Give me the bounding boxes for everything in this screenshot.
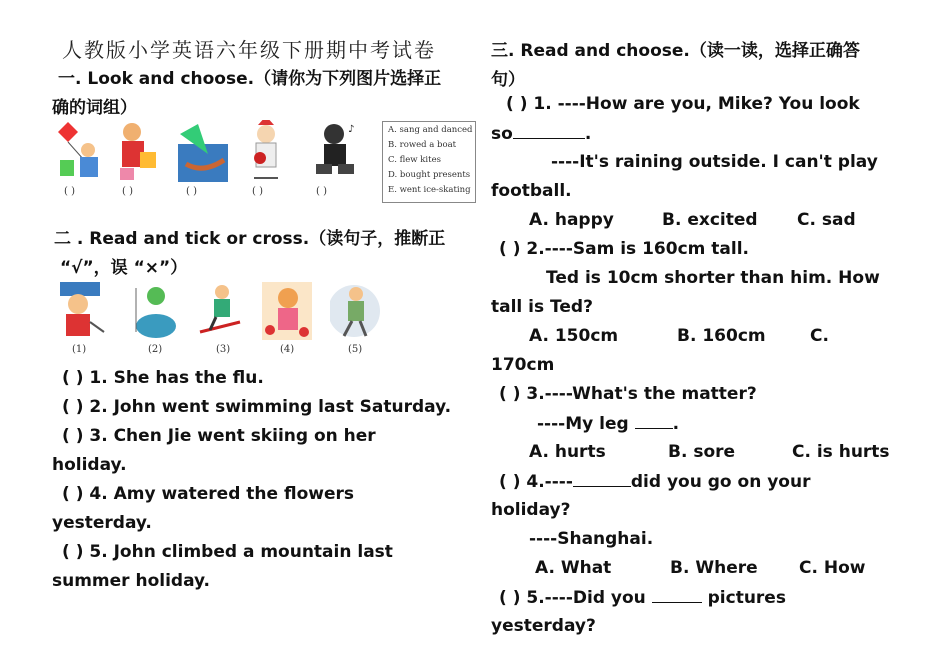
pic-label-2: (2): [148, 344, 163, 355]
singing-dancing-picture: [310, 120, 360, 182]
svg-text:♪: ♪: [348, 124, 355, 135]
q2-option-b: B. 160cm: [677, 326, 766, 346]
option-a: A. sang and danced: [388, 125, 473, 135]
q4-line-3: ----Shanghai.: [529, 529, 654, 549]
pic-label-4: (4): [280, 344, 295, 355]
q5-text-end: pictures: [707, 588, 786, 608]
q3-text: ----My leg: [537, 414, 629, 434]
blank-3: ( ): [186, 186, 197, 197]
ice-skating-picture: [244, 120, 288, 182]
q3-option-c: C. is hurts: [792, 442, 890, 462]
q1-line-1: ( ) 1. ----How are you, Mike? You look: [506, 94, 860, 114]
sec2-item-3: ( ) 3. Chen Jie went skiing on her: [62, 426, 376, 446]
sec2-item-2: ( ) 2. John went swimming last Saturday.: [62, 397, 452, 417]
q2-line-1: ( ) 2.----Sam is 160cm tall.: [499, 239, 750, 259]
q2-line-3: tall is Ted?: [491, 297, 593, 317]
options-box: [382, 121, 476, 203]
q1-line-3: ----It's raining outside. I can't play: [551, 152, 878, 172]
blank-1: ( ): [64, 186, 75, 197]
watering-flowers-picture: [262, 282, 312, 340]
sec2-item-5: ( ) 5. John climbed a mountain last: [62, 542, 393, 562]
q1-option-b: B. excited: [662, 210, 758, 230]
q4-line-2: holiday?: [491, 500, 571, 520]
section2-heading: 二 . Read and tick or cross.（读句子，推断正: [54, 229, 446, 249]
section3-heading: 三. Read and choose.（读一读，选择正确答: [491, 41, 860, 61]
q1-text-end: .: [584, 124, 592, 144]
rowing-boat-picture: [178, 124, 228, 182]
q1-text: so: [491, 124, 513, 144]
sick-girl-picture: [56, 282, 108, 340]
q1-line-4: football.: [491, 181, 572, 201]
climbing-picture: [330, 282, 380, 340]
q1-line-2: [491, 123, 591, 144]
q3-text-end: .: [672, 414, 680, 434]
q4-option-b: B. Where: [670, 558, 758, 578]
swimming-picture: [126, 282, 180, 340]
pic-label-1: (1): [72, 344, 87, 355]
option-d: D. bought presents: [388, 170, 471, 180]
q3-line-1: ( ) 3.----What's the matter?: [499, 384, 757, 404]
q5-text: ( ) 5.----Did you: [499, 588, 646, 608]
section1-heading-cont: 确的词组）: [52, 98, 137, 118]
q1-blank: [513, 123, 585, 139]
option-c: C. flew kites: [388, 155, 441, 165]
q4-text-end: did you go on your: [630, 472, 811, 492]
kite-flying-picture: [54, 120, 104, 182]
q4-option-a: A. What: [535, 558, 612, 578]
blank-5: ( ): [316, 186, 327, 197]
q3-blank: [635, 413, 673, 429]
sec2-item-4: ( ) 4. Amy watered the flowers: [62, 484, 354, 504]
q1-option-c: C. sad: [797, 210, 856, 230]
skiing-picture: [196, 282, 246, 340]
q3-line-2: [537, 413, 679, 434]
q3-option-b: B. sore: [668, 442, 736, 462]
pic-label-5: (5): [348, 344, 363, 355]
q2-option-c: C.: [810, 326, 829, 346]
q5-line-1: [499, 587, 786, 608]
option-e: E. went ice-skating: [388, 185, 471, 195]
q2-line-2: Ted is 10cm shorter than him. How: [546, 268, 880, 288]
q5-blank: [652, 587, 702, 603]
q2-option-c-cont: 170cm: [491, 355, 555, 375]
page-title: 人教版小学英语六年级下册期中考试卷: [62, 38, 436, 62]
sec2-item-4-cont: yesterday.: [52, 513, 152, 533]
q4-blank: [573, 471, 631, 487]
sec2-item-5-cont: summer holiday.: [52, 571, 211, 591]
blank-2: ( ): [122, 186, 133, 197]
section1-heading: 一. Look and choose.（请你为下列图片选择正: [58, 69, 442, 89]
section3-heading-cont: 句）: [491, 70, 525, 90]
q4-text: ( ) 4.----: [499, 472, 573, 492]
q4-line-1: [499, 471, 810, 492]
section2-heading-cont: “√”，误 “×”）: [60, 258, 188, 278]
q5-line-2: yesterday?: [491, 616, 596, 636]
blank-4: ( ): [252, 186, 263, 197]
q1-option-a: A. happy: [529, 210, 614, 230]
sec2-item-1: ( ) 1. She has the flu.: [62, 368, 264, 388]
presents-picture: [114, 118, 162, 182]
q2-option-a: A. 150cm: [529, 326, 619, 346]
pic-label-3: (3): [216, 344, 231, 355]
q4-option-c: C. How: [799, 558, 866, 578]
option-b: B. rowed a boat: [388, 140, 457, 150]
q3-option-a: A. hurts: [529, 442, 606, 462]
sec2-item-3-cont: holiday.: [52, 455, 127, 475]
